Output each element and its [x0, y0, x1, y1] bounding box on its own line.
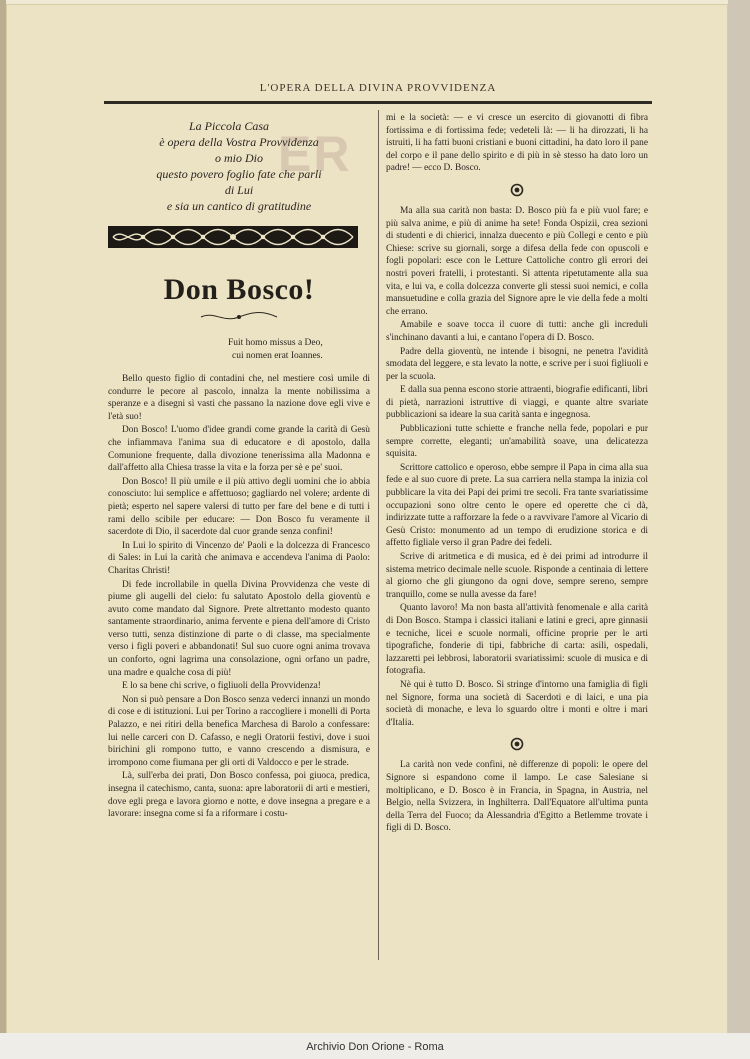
scan-right-edge	[728, 0, 750, 1059]
dedication-line: La Piccola Casa	[189, 119, 269, 133]
dedication-line: questo povero foglio fate che parli	[156, 167, 322, 181]
right-body-text-1	[386, 112, 648, 175]
right-body-text-3	[386, 759, 648, 835]
dedication	[108, 118, 370, 214]
dedication-line: è opera della Vostra Provvidenza	[159, 135, 319, 149]
paragraph: In Lui lo spirito di Vincenzo de' Paoli e la dolcezza di Francesco di Sales: in Lui la carità che animava e accendeva l'anima di Paolo: Charitas Christi!	[108, 540, 370, 576]
right-body-text-2	[386, 205, 648, 729]
epigraph-line: cui nomen erat Ioannes.	[232, 351, 323, 361]
header-rule	[104, 101, 652, 104]
paragraph: Ma alla sua carità non basta: D. Bosco più fa e più vuol fare; e più salva anime, e più di anime ha sete! Fonda Ospizii, crea sezioni di studenti e di chierici, innalza duecento e più Collegi e cento e più Chiese: scrive su giornali, sorge a difesa della fede con opuscoli e fogli popolari: esce con le Letture Cattoliche contro gli errori dei nostri poveri fratelli, i protestanti. Si attenta ripetutamente alla sua vita, e lui va, e colla dolcezza converte gli stessi suoi nemici, e colla mansuetudine e colla grazia del Signore apre le vie della fede a molti che errano.	[386, 205, 648, 317]
paragraph: Amabile e soave tocca il cuore di tutti: anche gli increduli s'inchinano davanti a lui, e cantano l'opera di D. Bosco.	[386, 320, 648, 343]
column-divider	[378, 110, 379, 960]
paragraph: Non si può pensare a Don Bosco senza vederci innanzi un mondo di cose e di istituzioni. Lui per Torino a raccogliere i monelli di Porta Palazzo, e nei ritiri della benefica Marchesa di Barolo a confessare: lui nelle carceri con D. Cafasso, e negli Oratorii festivi, dove i suoi birichini gli rompono tutto, e vanno crescendo a dismisura, e irrompono come fiumana per gli orti di Valdocco e per le strade.	[108, 694, 370, 768]
dedication-line: e sia un cantico di gratitudine	[166, 199, 312, 213]
paragraph: Nè qui è tutto D. Bosco. Si stringe d'intorno una famiglia di figli nel Signore, forma una società di Sacerdoti e di laici, e una pia società di monache, e leva lo sguardo oltre i monti e oltre i mari d'Italia.	[386, 679, 648, 728]
paragraph: Là, sull'erba dei prati, Don Bosco confessa, poi giuoca, predica, insegna il catechismo, canta, suona: apre laboratorii di arti e mestieri, dove egli prega e lavora giorno e notte, e dove insegna a pregare e a lavorare: insegna come si fa a riformare i costu-	[108, 771, 370, 820]
section-ornament-icon	[510, 737, 524, 751]
flourish-ornament	[199, 311, 279, 323]
right-column	[386, 112, 648, 836]
section-ornament-icon	[510, 183, 524, 197]
epigraph-line: Fuit homo missus a Deo,	[228, 338, 323, 348]
left-body-text	[108, 373, 370, 821]
paragraph: mi e la società: — e vi cresce un esercito di giovanotti di fibra fortissima e di fortissima fede; vedeteli là: — li ha dirozzati, li ha istruiti, li ha fatti buoni cristiani e buoni cittadini, ha dato loro il pane del corpo e il pane dello spirito e di più in sè stesso ha dato loro un padre! — ecco D. Bosco.	[386, 113, 648, 174]
left-column	[108, 112, 370, 822]
paragraph: Scrittore cattolico e operoso, ebbe sempre il Papa in cima alla sua fede e al suo cuore di prete. La sua carriera nella stampa la inizia col pubblicare la vita dei Papi dei primi tre secoli. Fra tante svariatissime occupazioni sono oltre cento le opere ed operette che ci dà, indirizzate tutte a rafforzare la fede o a ravvivare l'amore al Vicario di Gesù Cristo: monumento ad un tempo di erudizione storica e di affetto figliale verso il gran Padre dei fedeli.	[386, 462, 648, 549]
epigraph	[108, 337, 370, 363]
archive-caption: Archivio Don Orione - Roma	[306, 1041, 444, 1053]
floral-ornament	[108, 224, 358, 250]
paragraph: Bello questo figlio di contadini che, nel mestiere così umile di condurre le pecore al pascolo, innalza la mente nobilissima a speranze e a disegni sì vasti che passano la nazione dove egli vive e l'età suo!	[108, 374, 370, 422]
paragraph: E dalla sua penna escono storie attraenti, biografie edificanti, libri di pietà, narrazioni istruttive di viaggi, e quante altre svariate pubblicazioni sa ideare la sua carità santa e ingegnosa.	[386, 385, 648, 421]
paragraph: Don Bosco! L'uomo d'idee grandi come grande la carità di Gesù che infiammava l'anima sua di educatore e di apostolo, dalla Comunione frequente, dalla divozione tenerissima alla Madonna e dall'affetto alla Chiesa trasse la vita e la forza per sè e pe' suoi.	[108, 425, 370, 474]
paragraph: Di fede incrollabile in quella Divina Provvidenza che veste di piume gli augelli del cielo: fu salutato Apostolo della gioventù e avuto come mandato dal Signore. Prete altrettanto modesto quanto santamente straordinario, anima fervente e piena dell'amore di Cristo verso tutti, senza distinzione di parte o di classe, ma specialmente verso i figli poveri e abbandonati! Sul suo cuore ogni anima trovava un conforto, ogni lagrima una consolazione, ogni orfano un padre, una madre e qualche cosa di più!	[108, 579, 370, 678]
archive-stamp: ER	[278, 126, 352, 182]
running-head: L'OPERA DELLA DIVINA PROVVIDENZA	[259, 82, 497, 94]
paragraph: Padre della gioventù, ne intende i bisogni, ne penetra l'avidità smodata del leggere, e sta levato la notte, e scrive per i suoi figliuoli e per la scuola.	[386, 346, 648, 382]
paragraph: Pubblicazioni tutte schiette e franche nella fede, popolari e pur sempre corrette, eleganti; un'amabilità soave, una delicatezza squisita.	[386, 424, 648, 460]
paragraph: E lo sa bene chi scrive, o figliuoli della Provvidenza!	[122, 681, 321, 692]
paragraph: Don Bosco! Il più umile e il più attivo degli uomini che io abbia conosciuto: lui semplice e affettuoso; gagliardo nel volere; ardente di pietà; esperto nel sapere valersi di tutto per fare del bene e di tutti i rami dello scibile per educare: — Don Bosco fu veramente il sacerdote di Dio, il sacerdote dal cuor grande senza confini!	[108, 476, 370, 538]
paragraph: La carità non vede confini, nè differenze di popoli: le opere del Signore si espandono come il lampo. Le case Salesiane si moltiplicano, e D. Bosco è in Francia, in Spagna, in Austria, nel Belgio, nella Svizzera, in Inghilterra. Dall'Equatore all'ultima punta della Terra del Fuoco; da Alessandria d'Egitto a Betlemme trovate i figli di D. Bosco.	[386, 760, 648, 834]
article-title: Don Bosco!	[163, 273, 315, 306]
paragraph: Quanto lavoro! Ma non basta all'attività fenomenale e alla carità di Don Bosco. Stampa i classici italiani e latini e greci, apre ginnasii e tecniche, licei e scuole normali, officine proprie per le arti tipografiche, fonderie di tipi, fabbriche di carta: asili, ospedali, lazzaretti pei lebbrosi, laboratorii svariatissimi: scuole di musica e di fotografia.	[386, 603, 648, 677]
dedication-line: o mio Dio	[215, 151, 263, 165]
paragraph: Scrive di aritmetica e di musica, ed è dei primi ad introdurre il sistema metrico decimale nelle scuole. Risponde a centinaia di lettere al giorno che gli giungono da ogni dove, sempre sereno, sempre tranquillo, come se nulla avesse da fare!	[386, 552, 648, 600]
dedication-line: di Lui	[224, 183, 254, 197]
